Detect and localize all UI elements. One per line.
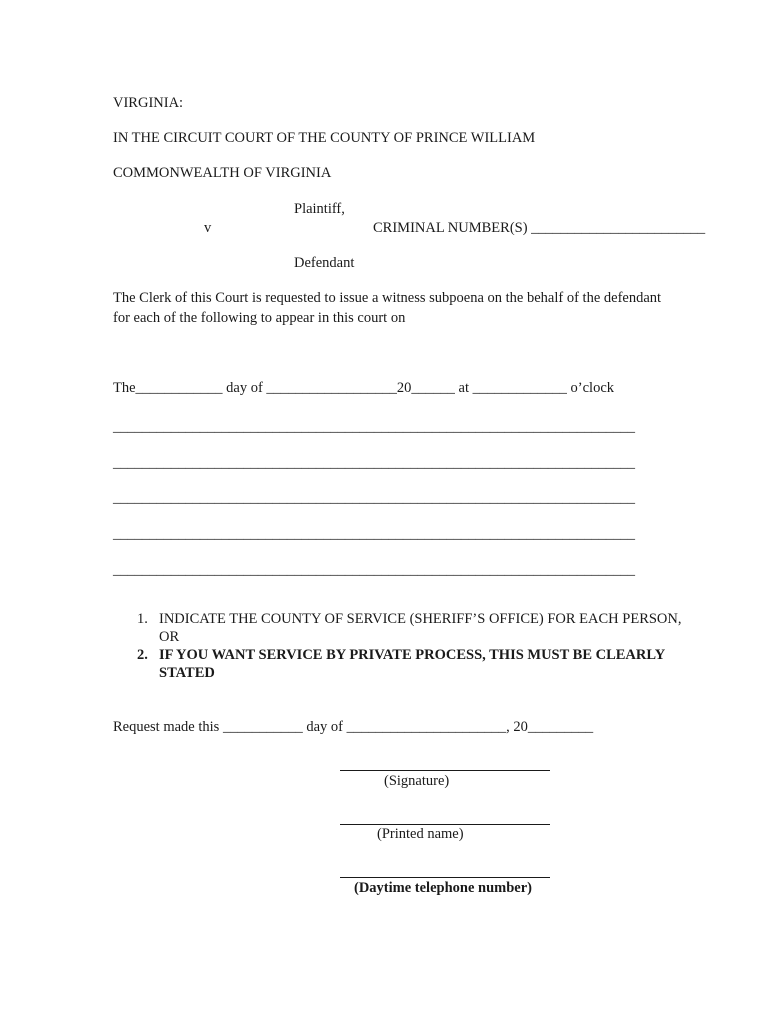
telephone-line[interactable]: [340, 877, 550, 878]
defendant-label: Defendant: [294, 255, 355, 271]
signature-line[interactable]: [340, 770, 550, 771]
witness-line-4[interactable]: ________________________________________________________________________: [113, 526, 635, 542]
request-text-line-1: The Clerk of this Court is requested to issue a witness subpoena on the behalf of the defendant: [113, 290, 662, 306]
witness-line-1[interactable]: ________________________________________________________________________: [113, 419, 635, 435]
commonwealth-party: COMMONWEALTH OF VIRGINIA: [113, 165, 332, 181]
instruction-2-number: 2.: [137, 647, 148, 663]
instruction-1-number: 1.: [137, 611, 148, 627]
witness-line-2[interactable]: ________________________________________________________________________: [113, 455, 635, 471]
witness-line-5[interactable]: ________________________________________________________________________: [113, 562, 635, 578]
appearance-date-time-line[interactable]: The____________ day of __________________20______ at _____________ o’clock: [113, 380, 615, 396]
printed-name-label: (Printed name): [377, 826, 464, 842]
request-made-date-line[interactable]: Request made this ___________ day of ______________________, 20_________: [113, 719, 594, 735]
instruction-1-or: OR: [159, 629, 180, 645]
state-heading: VIRGINIA:: [113, 95, 184, 111]
signature-label: (Signature): [384, 773, 450, 789]
court-heading: IN THE CIRCUIT COURT OF THE COUNTY OF PRINCE WILLIAM: [113, 130, 536, 146]
instruction-2-text-cont: STATED: [159, 665, 215, 681]
versus-label: v: [204, 220, 212, 236]
instruction-2-text: IF YOU WANT SERVICE BY PRIVATE PROCESS, THIS MUST BE CLEARLY: [159, 647, 666, 663]
request-text-line-2: for each of the following to appear in this court on: [113, 310, 406, 326]
instruction-1-text: INDICATE THE COUNTY OF SERVICE (SHERIFF’S OFFICE) FOR EACH PERSON,: [159, 611, 682, 627]
witness-line-3[interactable]: ________________________________________________________________________: [113, 490, 635, 506]
telephone-label: (Daytime telephone number): [354, 880, 533, 896]
criminal-number-field[interactable]: CRIMINAL NUMBER(S) ________________________: [373, 220, 706, 236]
plaintiff-label: Plaintiff,: [294, 201, 345, 217]
